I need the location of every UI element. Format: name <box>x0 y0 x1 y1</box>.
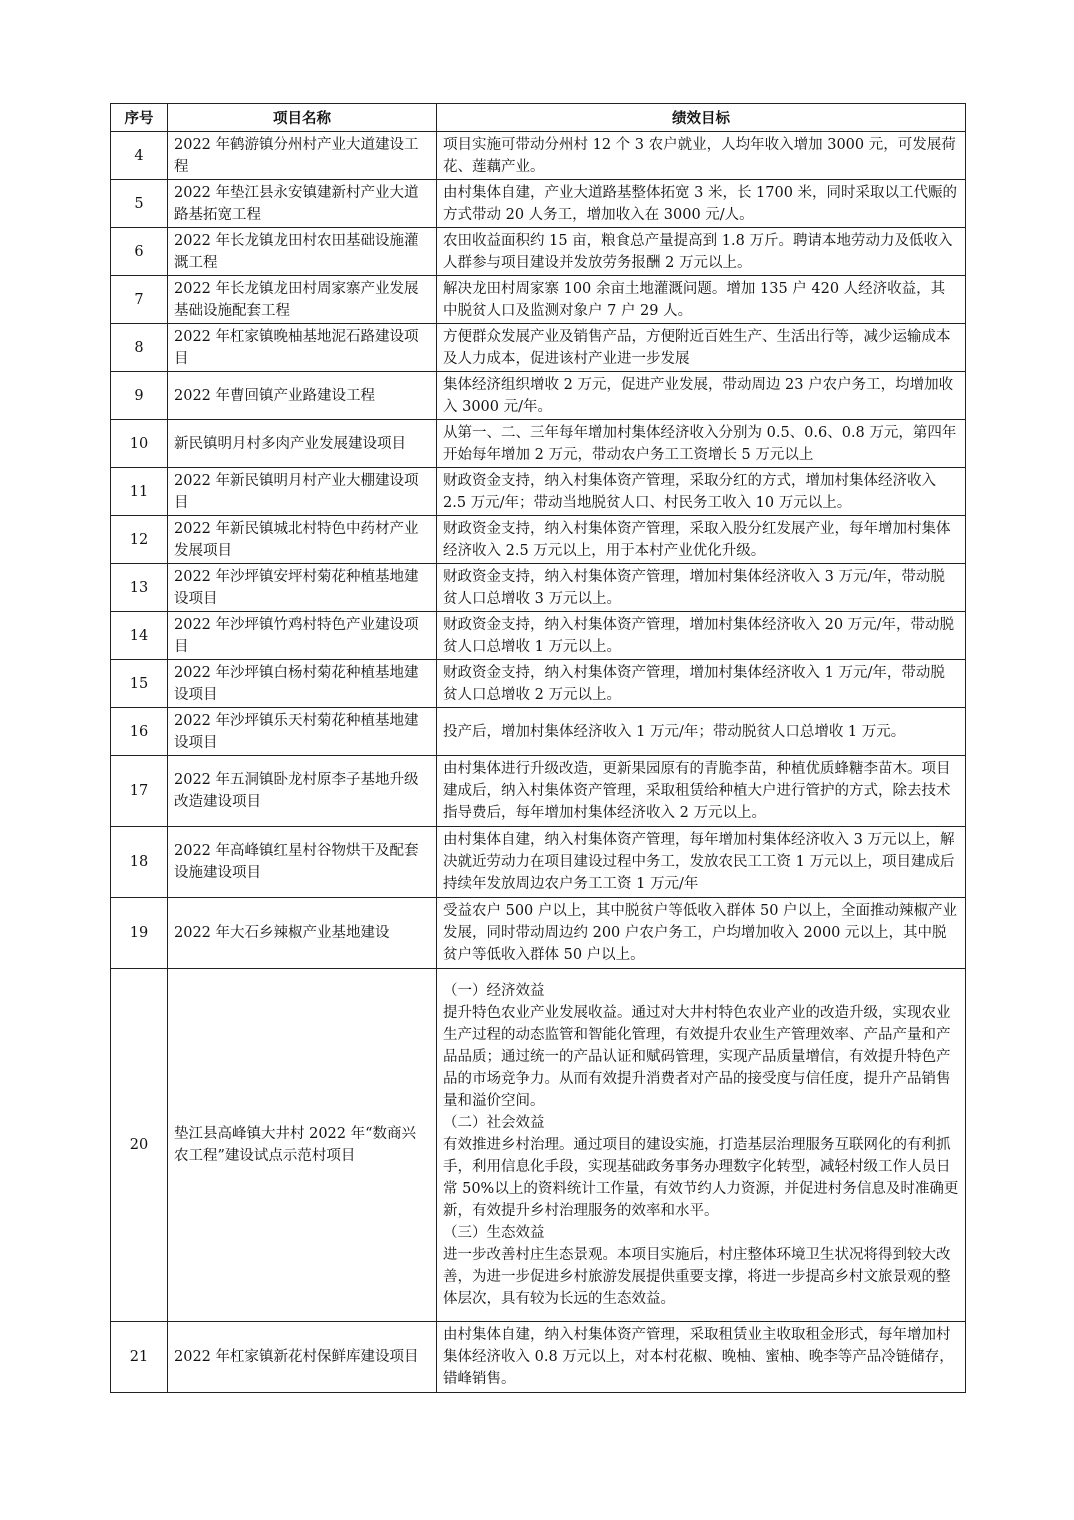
goal-paragraph: 从第一、二、三年每年增加村集体经济收入分别为 0.5、0.6、0.8 万元，第四年开始每年增加 2 万元，带动农户务工工资增长 5 万元以上 <box>443 424 957 463</box>
row-index: 12 <box>111 516 168 564</box>
row-index: 11 <box>111 468 168 516</box>
header-goal: 绩效目标 <box>437 104 966 132</box>
project-name: 2022 年沙坪镇竹鸡村特色产业建设项目 <box>168 612 437 660</box>
project-name: 2022 年垫江县永安镇建新村产业大道路基拓宽工程 <box>168 180 437 228</box>
project-name: 2022 年杠家镇晚柚基地泥石路建设项目 <box>168 324 437 372</box>
project-name: 2022 年长龙镇龙田村农田基础设施灌溉工程 <box>168 228 437 276</box>
table-row <box>111 516 966 564</box>
goal-paragraph: 项目实施可带动分州村 12 个 3 农户就业，人均年收入增加 3000 元，可发展荷花、莲藕产业。 <box>443 136 956 175</box>
project-name: 2022 年大石乡辣椒产业基地建设 <box>168 898 437 969</box>
goal-paragraph: 集体经济组织增收 2 万元，促进产业发展，带动周边 23 户农户务工，均增加收入 3000 元/年。 <box>443 376 954 415</box>
row-index: 19 <box>111 898 168 969</box>
row-index: 10 <box>111 420 168 468</box>
goal-paragraph: 解决龙田村周家寨 100 余亩土地灌溉问题。增加 135 户 420 人经济收益，其中脱贫人口及监测对象户 7 户 29 人。 <box>443 280 946 319</box>
table-row <box>111 898 966 969</box>
performance-goal <box>437 827 966 898</box>
goal-paragraph: 提升特色农业产业发展收益。通过对大井村特色农业产业的改造升级，实现农业生产过程的动态监管和智能化管理，有效提升农业生产管理效率、产品产量和产品品质；通过统一的产品认证和赋码管理，实现产品质量增信，有效提升特色产品的市场竞争力。从而有效提升消费者对产品的接受度与信任度，提升产品销售量和溢价空间。 <box>443 1005 951 1109</box>
goal-paragraph: 财政资金支持，纳入村集体资产管理，增加村集体经济收入 20 万元/年，带动脱贫人口总增收 1 万元以上。 <box>443 616 955 655</box>
table-row <box>111 1322 966 1393</box>
goal-paragraph: 由村集体自建，纳入村集体资产管理，每年增加村集体经济收入 3 万元以上，解决就近劳动力在项目建设过程中务工，发放农民工工资 1 万元以上，项目建成后持续年发放周边农户务工工资 1 万元/年 <box>443 832 955 892</box>
project-name: 新民镇明月村多肉产业发展建设项目 <box>168 420 437 468</box>
goal-paragraph: 由村集体进行升级改造，更新果园原有的青脆李苗，种植优质蜂糖李苗木。项目建成后，纳入村集体资产管理，采取租赁给种植大户进行管护的方式，除去技术指导费后，每年增加村集体经济收入 2 万元以上。 <box>443 761 951 821</box>
row-index: 18 <box>111 827 168 898</box>
goal-paragraph: 方便群众发展产业及销售产品，方便附近百姓生产、生活出行等，减少运输成本及人力成本，促进该村产业进一步发展 <box>443 328 951 367</box>
table-row <box>111 228 966 276</box>
header-index: 序号 <box>111 104 168 132</box>
row-index: 15 <box>111 660 168 708</box>
row-index: 4 <box>111 132 168 180</box>
project-name: 2022 年沙坪镇白杨村菊花种植基地建设项目 <box>168 660 437 708</box>
goal-paragraph: 进一步改善村庄生态景观。本项目实施后，村庄整体环境卫生状况将得到较大改善，为进一步促进乡村旅游发展提供重要支撑，将进一步提高乡村文旅景观的整体层次，具有较为长远的生态效益。 <box>443 1247 951 1307</box>
goal-paragraph: 财政资金支持，纳入村集体资产管理，采取入股分红发展产业，每年增加村集体经济收入 2.5 万元以上，用于本村产业优化升级。 <box>443 520 951 559</box>
performance-goal <box>437 564 966 612</box>
table-row <box>111 132 966 180</box>
row-index: 8 <box>111 324 168 372</box>
performance-goal <box>437 228 966 276</box>
project-name: 2022 年新民镇城北村特色中药材产业发展项目 <box>168 516 437 564</box>
project-name: 2022 年沙坪镇乐天村菊花种植基地建设项目 <box>168 708 437 756</box>
row-index: 21 <box>111 1322 168 1393</box>
project-name: 2022 年长龙镇龙田村周家寨产业发展基础设施配套工程 <box>168 276 437 324</box>
project-name: 2022 年高峰镇红星村谷物烘干及配套设施建设项目 <box>168 827 437 898</box>
row-index: 9 <box>111 372 168 420</box>
row-index: 6 <box>111 228 168 276</box>
performance-goal <box>437 324 966 372</box>
performance-goal <box>437 756 966 827</box>
table-row <box>111 372 966 420</box>
performance-goal <box>437 180 966 228</box>
row-index: 16 <box>111 708 168 756</box>
goal-paragraph: 财政资金支持，纳入村集体资产管理，增加村集体经济收入 3 万元/年，带动脱贫人口总增收 3 万元以上。 <box>443 568 945 607</box>
table-row <box>111 969 966 1322</box>
goal-paragraph: 财政资金支持，纳入村集体资产管理，采取分红的方式，增加村集体经济收入 2.5 万元/年；带动当地脱贫人口、村民务工收入 10 万元以上。 <box>443 472 936 511</box>
goal-paragraph: 有效推进乡村治理。通过项目的建设实施，打造基层治理服务互联网化的有利抓手，利用信息化手段，实现基础政务事务办理数字化转型，减轻村级工作人员日常 50%以上的资料统计工作量，有效节约人力资源，并促进村务信息及时准确更新，有效提升乡村治理服务的效率和水平。 <box>443 1137 959 1219</box>
project-name: 2022 年鹤游镇分州村产业大道建设工程 <box>168 132 437 180</box>
row-index: 14 <box>111 612 168 660</box>
table-row <box>111 708 966 756</box>
table-row <box>111 612 966 660</box>
performance-goal <box>437 132 966 180</box>
goal-paragraph: 财政资金支持，纳入村集体资产管理，增加村集体经济收入 1 万元/年，带动脱贫人口总增收 2 万元以上。 <box>443 664 945 703</box>
table-row <box>111 468 966 516</box>
table-row <box>111 564 966 612</box>
table-row <box>111 756 966 827</box>
performance-goal <box>437 660 966 708</box>
project-name: 2022 年曹回镇产业路建设工程 <box>168 372 437 420</box>
performance-table <box>110 103 966 1393</box>
row-index: 5 <box>111 180 168 228</box>
header-row <box>111 104 966 132</box>
performance-goal <box>437 516 966 564</box>
table-row <box>111 827 966 898</box>
goal-paragraph: （一）经济效益 <box>443 983 545 999</box>
performance-goal <box>437 969 966 1322</box>
goal-paragraph: 投产后，增加村集体经济收入 1 万元/年；带动脱贫人口总增收 1 万元。 <box>443 723 906 740</box>
table-row <box>111 324 966 372</box>
row-index: 17 <box>111 756 168 827</box>
goal-paragraph: 农田收益面积约 15 亩，粮食总产量提高到 1.8 万斤。聘请本地劳动力及低收入人群参与项目建设并发放劳务报酬 2 万元以上。 <box>443 232 953 271</box>
table-row <box>111 420 966 468</box>
performance-goal <box>437 612 966 660</box>
table-row <box>111 276 966 324</box>
goal-paragraph: 由村集体自建，产业大道路基整体拓宽 3 米，长 1700 米，同时采取以工代赈的方式带动 20 人务工，增加收入在 3000 元/人。 <box>443 184 958 223</box>
project-name: 2022 年五洞镇卧龙村原李子基地升级改造建设项目 <box>168 756 437 827</box>
performance-goal <box>437 898 966 969</box>
table-row <box>111 180 966 228</box>
header-name: 项目名称 <box>168 104 437 132</box>
performance-goal <box>437 708 966 756</box>
project-name: 2022 年新民镇明月村产业大棚建设项目 <box>168 468 437 516</box>
table-row <box>111 660 966 708</box>
project-name: 垫江县高峰镇大井村 2022 年“数商兴农工程”建设试点示范村项目 <box>168 969 437 1322</box>
goal-paragraph: （三）生态效益 <box>443 1225 545 1241</box>
performance-goal <box>437 468 966 516</box>
performance-goal <box>437 420 966 468</box>
row-index: 20 <box>111 969 168 1322</box>
row-index: 13 <box>111 564 168 612</box>
goal-paragraph: （二）社会效益 <box>443 1115 545 1131</box>
project-name: 2022 年沙坪镇安坪村菊花种植基地建设项目 <box>168 564 437 612</box>
performance-goal <box>437 1322 966 1393</box>
performance-goal <box>437 372 966 420</box>
project-name: 2022 年杠家镇新花村保鲜库建设项目 <box>168 1322 437 1393</box>
performance-goal <box>437 276 966 324</box>
goal-paragraph: 由村集体自建，纳入村集体资产管理，采取租赁业主收取租金形式，每年增加村集体经济收入 0.8 万元以上，对本村花椒、晚柚、蜜柚、晚李等产品冷链储存，错峰销售。 <box>443 1327 954 1387</box>
goal-paragraph: 受益农户 500 户以上，其中脱贫户等低收入群体 50 户以上，全面推动辣椒产业发展，同时带动周边约 200 户农户务工，户均增加收入 2000 元以上，其中脱贫户等低收入群体 50 户以上。 <box>443 903 958 963</box>
row-index: 7 <box>111 276 168 324</box>
